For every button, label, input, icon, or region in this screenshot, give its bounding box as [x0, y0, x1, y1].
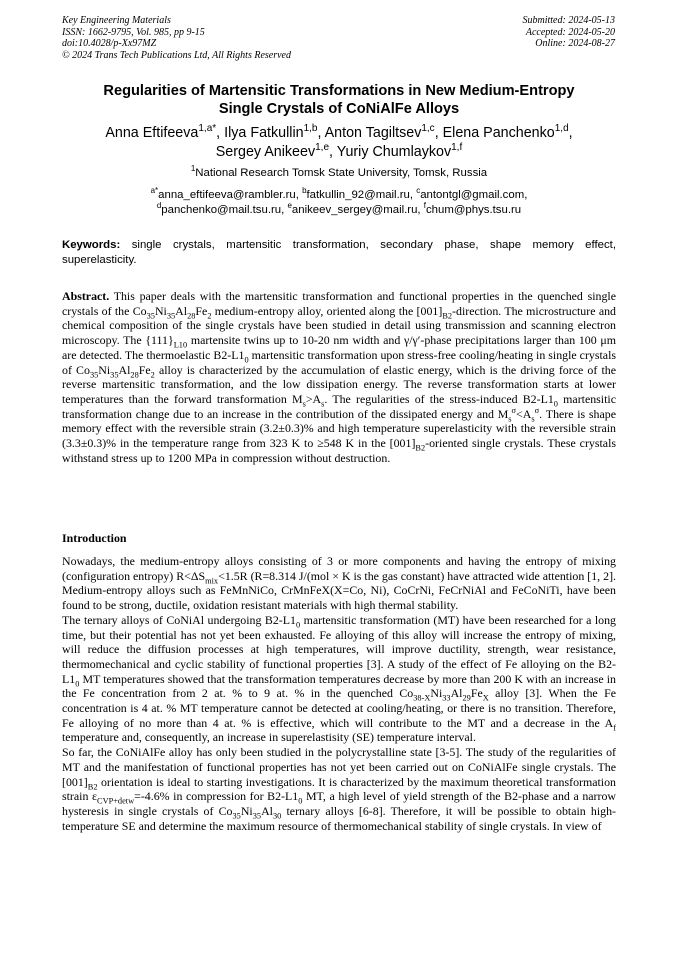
intro-text: temperature and, consequently, an increase in superelastisity (SE) temperature interval.: [62, 730, 476, 745]
subscript: 28: [130, 369, 139, 379]
abstract-text: martensitic transformation upon stress-free cooling/heating in single crystals of Co: [62, 347, 616, 377]
subscript: 35: [232, 811, 241, 821]
intro-text: <1.5R (R=8.314 J/(mol × K is the gas constant) have attracted wide attention [1, 2]. Medium-entropy alloys such as FeMnNiCo, CrMnFeX(X=Co, Ni), CoCrNi, FeCrNiAl and FeCoNiTi, have been found to be strong, ductile, oxidation resistant materials with high thermal stability.: [62, 568, 616, 613]
affiliation-sup: 1: [190, 164, 196, 174]
author-list: [62, 124, 616, 161]
email-sup: b: [302, 186, 307, 196]
email-text: anikeev_sergey@mail.ru,: [291, 204, 424, 216]
affiliation-text: National Research Tomsk State University, Tomsk, Russia: [195, 167, 488, 179]
subscript: 29: [462, 693, 471, 703]
subscript: s: [321, 399, 325, 409]
subscript: 35: [146, 311, 155, 321]
subscript: B2: [87, 781, 98, 791]
subscript: 0: [75, 679, 80, 688]
accepted-date: Accepted: 2024-05-20: [525, 26, 615, 38]
intro-paragraph-1: [62, 554, 616, 613]
subscript: 35: [252, 811, 262, 821]
author-name: Elena Panchenko: [442, 125, 555, 141]
intro-text: =-4.6% in compression for B2-L1: [134, 789, 299, 804]
subscript: f: [613, 723, 616, 733]
keywords-text: single crystals, martensitic transformation, secondary phase, shape memory effect, superelasticity.: [62, 239, 616, 266]
subscript: 28: [187, 311, 196, 321]
intro-text: MT temperatures showed that the transformation temperatures decrease by more than 200 K with an increase in the Fe concentration from 2 at. % to 9 at. % in the quenched Co: [62, 671, 616, 701]
dates-info: [523, 15, 616, 50]
introduction-heading: Introduction: [62, 531, 127, 545]
author-sup: 1,b: [303, 123, 318, 135]
abstract-label: Abstract.: [62, 289, 110, 303]
subscript: 0: [295, 620, 301, 630]
subscript: mix: [205, 576, 219, 586]
copyright: © 2024 Trans Tech Publications Ltd, All Rights Reserved: [62, 49, 291, 61]
abstract-text: This paper deals with the martensitic transformation and functional properties in the quenched single crystals of the Co: [62, 289, 616, 318]
email-sup: e: [287, 201, 292, 211]
author-name: Ilya Fatkullin: [224, 125, 304, 141]
email-list: [62, 188, 616, 218]
author-sup: 1,c: [421, 123, 435, 135]
subscript: 33: [442, 693, 451, 703]
email-text: antontgl@gmail.com,: [420, 189, 528, 201]
subscript: B2: [442, 311, 453, 321]
journal-name: Key Engineering Materials: [62, 15, 171, 26]
element: Fe: [195, 303, 208, 318]
online-date: Online: 2024-08-27: [535, 38, 615, 49]
submitted-date: Submitted: 2024-05-13: [522, 15, 615, 26]
subscript: B2: [415, 443, 426, 453]
author-sup: 1,d: [554, 123, 569, 135]
element: Al: [118, 362, 131, 377]
doi: doi:10.4028/p-Xx97MZ: [62, 38, 157, 49]
subscript: 38-X: [413, 693, 431, 703]
intro-text: orientation is ideal to starting investigations. It is characterized by the maximum theoretical transformation strain ε: [62, 774, 616, 804]
abstract-text: martensite twins up to 10-20 nm width and γ/γ′-phase precipitations larger than 100 μm are detected. The thermoelastic B2-L1: [62, 333, 617, 362]
subscript: 0: [244, 355, 249, 365]
introduction-body: [62, 554, 616, 833]
author-name: Sergey Anikeev: [215, 143, 316, 160]
subscript: CVP+detw: [97, 796, 135, 806]
subscript: s: [508, 414, 512, 423]
author-name: Yuriy Chumlaykov: [336, 143, 452, 160]
subscript: L10: [173, 340, 188, 350]
keywords: [62, 238, 616, 268]
superscript: σ: [511, 405, 517, 415]
subscript: 30: [272, 811, 282, 821]
element: Ni: [240, 803, 253, 818]
subscript: 0: [298, 796, 303, 806]
element: Al: [450, 686, 463, 701]
abstract-text: . There is shape memory effect with the reversible strain (3.2±0.3)% and high temperature superelasticity with the reversible strain (3.3±0.3)% in the temperature range from 323 K to ≥548 K in the [001]: [62, 406, 616, 451]
author-sup: 1,e: [315, 141, 330, 153]
superscript: σ: [534, 405, 540, 415]
intro-text: The ternary alloys of CoNiAl undergoing B2-L1: [62, 612, 296, 627]
subscript: X: [482, 693, 489, 703]
element: Ni: [430, 686, 443, 701]
keywords-label: Keywords:: [62, 239, 121, 251]
element: Al: [175, 303, 188, 318]
issn: ISSN: 1662-9795, Vol. 985, pp 9-15: [62, 26, 205, 38]
author-sep: ,: [329, 143, 337, 160]
intro-paragraph-2: [62, 613, 616, 745]
subscript: 0: [553, 399, 558, 409]
title-line-1: Regularities of Martensitic Transformations in New Medium-Entropy: [103, 83, 575, 99]
abstract: [62, 289, 616, 465]
subscript: 2: [207, 311, 212, 321]
author-sep: ,: [216, 125, 225, 141]
journal-info: [62, 15, 291, 61]
subscript: 35: [110, 369, 119, 379]
element: Fe: [138, 362, 151, 377]
email-sup: d: [156, 201, 162, 211]
intro-text: ternary alloys [6-8]. Therefore, it will be possible to obtain high-temperature SE and determine the maximum resource of thermomechanical stability of single crystals. In view of: [62, 803, 617, 833]
intro-text: Nowadays, the medium-entropy alloys consisting of 3 or more components and having the entropy of mixing (configuration entropy) R<ΔS: [62, 554, 616, 583]
element: Ni: [98, 362, 111, 377]
abstract-text: -direction. The microstructure and chemical composition of the single crystals have been studied in detail using transmission and scanning electron microscopy. The {111}: [62, 303, 616, 348]
abstract-text: -oriented single crystals. These crystals withstand stress up to 1200 MPa in compression without destruction.: [62, 436, 616, 465]
intro-text: alloy [3]. When the Fe concentration is 4 at. % MT temperature cannot be detected at cooling/heating, or there is no transition. Therefore, Fe alloying of no more than 4 at. % is effective, which will contribute to the MT and a decrease in the A: [62, 686, 616, 730]
intro-text: MT, a high level of yield strength of the B2-phase and a narrow hysteresis in single crystals of Co: [62, 789, 616, 818]
author-name: Anna Eftifeeva: [105, 125, 199, 141]
abstract-text: martensitic transformation change due to an increase in the contribution of the dissipated energy and M: [62, 391, 616, 421]
email-sup: a*: [150, 186, 159, 196]
abstract-text: alloy is characterized by the accumulation of elastic energy, which is the driving force of the reverse martensitic transformation, and the low dissipation energy. The reverse transformation starts at lower temperatures than the forward transformation M: [62, 362, 616, 406]
subscript: 2: [150, 369, 155, 379]
author-sep: ,: [317, 125, 325, 141]
affiliation: [62, 166, 616, 180]
author-sup: 1,f: [451, 141, 463, 153]
intro-paragraph-3: [62, 745, 616, 833]
abstract-text: . The regularities of the stress-induced B2-L1: [324, 391, 554, 406]
subscript: s: [531, 414, 535, 423]
abstract-text: <A: [516, 406, 532, 421]
subscript: 35: [166, 311, 176, 321]
title-line-2: Single Crystals of CoNiAlFe Alloys: [218, 101, 460, 117]
element: Al: [261, 803, 273, 818]
author-sep: ,: [434, 125, 443, 141]
element: Ni: [154, 303, 167, 318]
email-text: panchenko@mail.tsu.ru,: [161, 204, 288, 216]
element: Fe: [470, 686, 483, 701]
email-sup: f: [423, 201, 426, 211]
intro-text: martensitic transformation (MT) have been researched for a long time, but their potential has not yet been exhausted. Fe alloying of this alloy will increase the entropy of mixing, will reduce the diffusion processes at high temperatures, will improve ductility, strength, wear resistance, thermomechanical and cyclic stability of functional properties [3]. A study of the effect of Fe alloying on the B2-L1: [62, 612, 616, 686]
author-name: Anton Tagiltsev: [324, 125, 422, 141]
subscript: s: [302, 399, 306, 409]
paper-title: [62, 82, 616, 118]
author-sep: ,: [568, 125, 573, 141]
email-text: anna_eftifeeva@rambler.ru,: [158, 189, 303, 201]
subscript: 35: [89, 369, 99, 379]
abstract-text: medium-entropy alloy, oriented along the [001]: [211, 303, 443, 318]
author-sup: 1,a*: [198, 123, 217, 135]
email-text: chum@phys.tsu.ru: [425, 204, 522, 216]
intro-text: So far, the CoNiAlFe alloy has only been studied in the polycrystalline state [3-5]. The study of the regularities of MT and the manifestation of functional properties has not yet been carried out on CoNiAlFe single crystals. The [001]: [62, 745, 616, 789]
email-text: fatkullin_92@mail.ru,: [306, 189, 417, 201]
abstract-text: ˃A: [305, 391, 322, 406]
email-sup: c: [416, 186, 421, 196]
